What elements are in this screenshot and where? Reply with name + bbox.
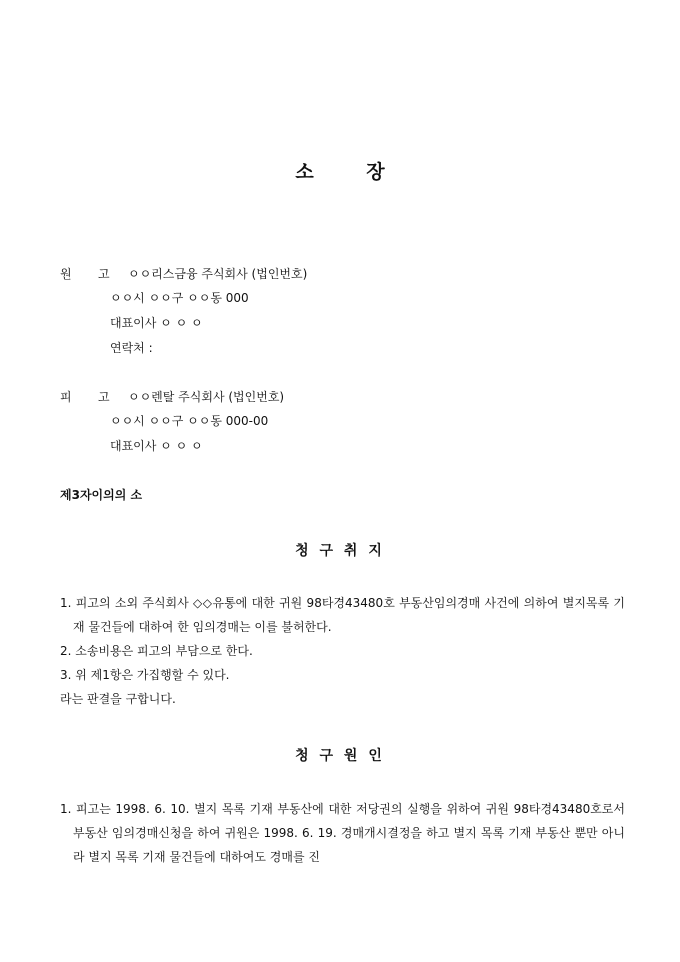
plaintiff-label-a: 원 bbox=[60, 267, 72, 281]
defendant-representative: 대표이사 ㅇ ㅇ ㅇ bbox=[110, 439, 203, 453]
case-type: 제3자이의의 소 bbox=[60, 488, 143, 502]
claim-closing: 라는 판결을 구합니다. bbox=[60, 692, 176, 706]
claim-heading: 청 구 취 지 bbox=[295, 543, 385, 559]
plaintiff-name: ㅇㅇ리스금융 주식회사 (법인번호) bbox=[128, 267, 308, 281]
claims-list bbox=[60, 591, 625, 711]
plaintiff-label bbox=[60, 266, 307, 282]
plaintiff-representative: 대표이사 ㅇ ㅇ ㅇ bbox=[110, 316, 203, 330]
defendant-address: ㅇㅇ시 ㅇㅇ구 ㅇㅇ동 000-00 bbox=[110, 414, 269, 428]
defendant-name: ㅇㅇ렌탈 주식회사 (법인번호) bbox=[128, 390, 285, 404]
claim-item: 2. 소송비용은 피고의 부담으로 한다. bbox=[60, 644, 253, 658]
defendant-label bbox=[60, 389, 284, 405]
defendant-label-a: 피 bbox=[60, 390, 72, 404]
plaintiff-address: ㅇㅇ시 ㅇㅇ구 ㅇㅇ동 000 bbox=[110, 291, 249, 305]
defendant-label-b: 고 bbox=[98, 390, 110, 404]
plaintiff-contact: 연락처 : bbox=[110, 341, 153, 355]
cause-item: 1. 피고는 1998. 6. 10. 별지 목록 기재 부동산에 대한 저당권의 실행을 위하여 귀원 98타경43480호로서 부동산 임의경매신청을 하여 귀원은 1998. 6. 19. 경매개시결정을 하고 별지 목록 기재 부동산 뿐만 아니라 별지 목록 기재 물건들에 대하여도 경매를 진 bbox=[60, 802, 625, 864]
plaintiff-label-b: 고 bbox=[98, 267, 110, 281]
cause-heading: 청 구 원 인 bbox=[295, 748, 385, 764]
claim-item: 1. 피고의 소외 주식회사 ◇◇유통에 대한 귀원 98타경43480호 부동산임의경매 사건에 의하여 별지목록 기재 물건들에 대하여 한 임의경매는 이를 불허한다. bbox=[60, 596, 625, 634]
claim-item: 3. 위 제1항은 가집행할 수 있다. bbox=[60, 668, 230, 682]
cause-paragraph bbox=[60, 797, 625, 869]
document-title: 소 장 bbox=[295, 161, 385, 183]
